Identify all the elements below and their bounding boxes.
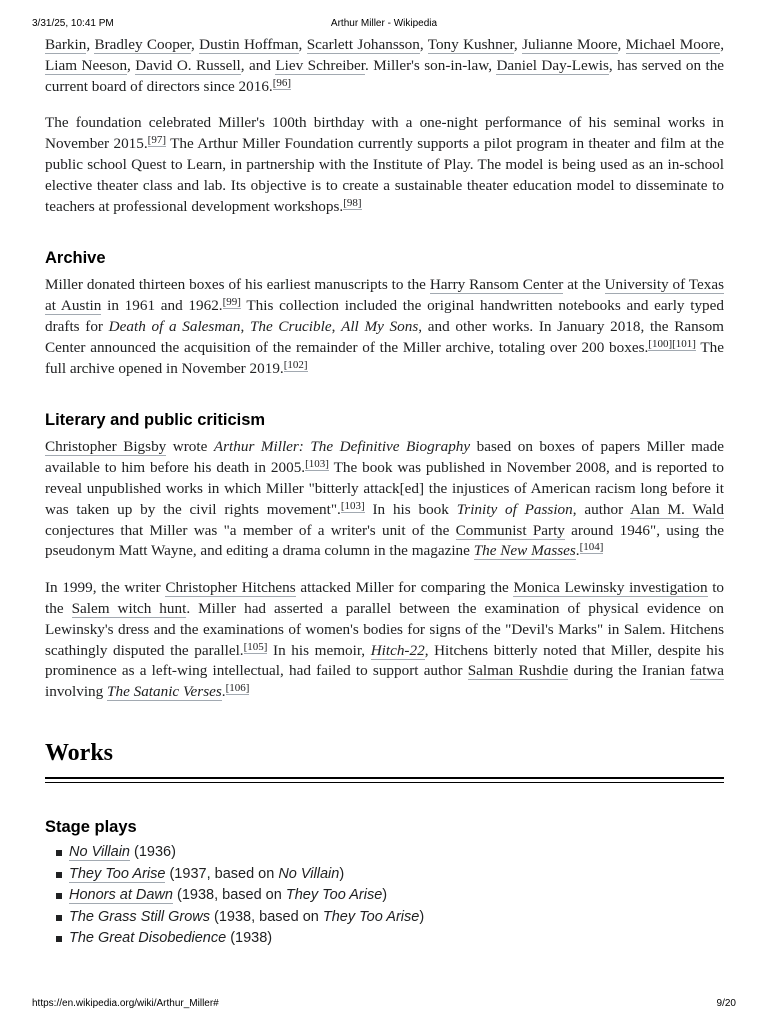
link-salem-witch-hunt[interactable]: Salem witch hunt: [71, 599, 187, 617]
play-title: They Too Arise: [69, 865, 166, 882]
article-content: [45, 35, 724, 950]
bullet-icon: [56, 936, 62, 942]
link-liam-neeson[interactable]: Liam Neeson: [45, 56, 128, 74]
text: , and: [240, 56, 276, 74]
link-communist-party[interactable]: Communist Party: [455, 521, 565, 539]
print-page-title: Arthur Miller - Wikipedia: [330, 18, 438, 29]
text: in 1961 and 1962.: [101, 297, 223, 315]
text: The full archive opened in November 2019.: [45, 338, 725, 377]
list-item: [45, 928, 724, 950]
link-bradley-cooper[interactable]: Bradley Cooper: [94, 36, 191, 53]
link-hitch-22[interactable]: [371, 642, 425, 660]
text: ): [339, 865, 345, 882]
text: In his memoir,: [267, 641, 371, 659]
criticism-heading: Literary and public criticism: [45, 411, 266, 430]
text: Miller donated thirteen boxes of his earliest manuscripts to the: [45, 276, 430, 294]
play-title: No Villain: [69, 843, 130, 860]
link-play-title[interactable]: [69, 866, 165, 883]
work-title: The Crucible: [249, 317, 332, 335]
text: (1938, based on: [210, 908, 323, 925]
text: attacked Miller for comparing the: [295, 579, 514, 597]
work-title: Hitch-22: [370, 641, 425, 659]
link-alan-m-wald[interactable]: Alan M. Wald: [630, 500, 724, 518]
based-on-title: No Villain: [278, 865, 340, 882]
list-item: [45, 864, 724, 886]
based-on-title: They Too Arise: [285, 887, 383, 904]
link-liev-schreiber[interactable]: Liev Schreiber: [275, 56, 365, 74]
work-title: All My Sons: [341, 317, 419, 335]
text: , and other works. In January 2018, the Ransom Center announced the acquisition of the remainder of the Miller archive, totaling over 200 boxes.: [45, 317, 724, 356]
work-title: The Satanic Verses: [107, 683, 222, 701]
text: .: [221, 683, 226, 701]
bullet-icon: [56, 893, 62, 899]
link-julianne-moore[interactable]: Julianne Moore: [522, 36, 618, 53]
stage-plays-list: [45, 842, 724, 950]
play-title: The Grass Still Grows: [69, 908, 210, 925]
work-title: Arthur Miller: The Definitive Biography: [213, 438, 471, 456]
link-university-of-texas[interactable]: University of Texas at Austin: [45, 276, 725, 315]
criticism-paragraph: [45, 437, 724, 562]
work-title: Death of a Salesman: [108, 317, 241, 335]
text: In his book: [364, 500, 457, 518]
text: around 1946", using the pseudonym Matt Wayne, and editing a drama column in the magazine: [45, 521, 725, 560]
text: to the: [45, 579, 725, 617]
citation-101[interactable]: [101]: [672, 337, 696, 350]
play-title: Honors at Dawn: [69, 887, 173, 904]
link-michael-moore[interactable]: Michael Moore: [625, 36, 721, 53]
based-on-title: They Too Arise: [322, 908, 420, 925]
print-page-number: 9/20: [716, 998, 736, 1009]
text: ,: [127, 56, 136, 74]
text: (1937, based on: [165, 865, 279, 882]
citation-105[interactable]: [105]: [243, 640, 268, 653]
link-barkin[interactable]: Barkin: [45, 36, 87, 53]
text: during the Iranian: [568, 662, 691, 680]
stage-plays-heading: Stage plays: [45, 817, 137, 836]
print-header: [32, 18, 736, 32]
archive-heading: Archive: [45, 249, 106, 268]
play-title: The Great Disobedience: [69, 930, 227, 947]
text: .: [575, 542, 580, 560]
list-item: [45, 885, 724, 907]
link-monica-lewinsky-investigation[interactable]: Monica Lewinsky investigation: [513, 579, 708, 597]
text: based on boxes of papers Miller made available to him before his death in 2005.: [45, 438, 724, 477]
citation-96[interactable]: [96]: [272, 76, 292, 89]
link-salman-rushdie[interactable]: Salman Rushdie: [467, 662, 569, 680]
link-the-new-masses[interactable]: [474, 542, 576, 560]
text: ,: [617, 36, 626, 53]
text: involving: [45, 683, 108, 701]
section-divider: [45, 777, 724, 779]
print-footer: [32, 998, 736, 1012]
bullet-icon: [56, 915, 62, 921]
text: (1938, based on: [172, 887, 286, 904]
link-scarlett-johansson[interactable]: Scarlett Johansson: [306, 36, 420, 53]
link-christopher-hitchens[interactable]: Christopher Hitchens: [165, 579, 296, 597]
text: This collection included the original handwritten notebooks and early typed drafts for: [45, 297, 724, 335]
citation-103[interactable]: [103]: [305, 458, 329, 471]
print-url: https://en.wikipedia.org/wiki/Arthur_Miller#: [32, 998, 219, 1009]
link-dustin-hoffman[interactable]: Dustin Hoffman: [199, 36, 299, 53]
text: ,: [191, 36, 200, 53]
archive-paragraph: [45, 275, 724, 379]
link-play-title[interactable]: [69, 887, 173, 904]
citation-104[interactable]: [104]: [579, 541, 604, 554]
text: . Miller's son-in-law,: [364, 56, 497, 74]
citation-103[interactable]: [103]: [340, 499, 365, 512]
text: The foundation celebrated Miller's 100th birthday with a one-night performance of his seminal works in November 2015.: [45, 114, 724, 153]
text: . Miller had asserted a parallel between the examination of physical evidence on Lewinsky's dress and the examinations of women's bodies for signs of the "Devil's Marks" in Salem. Hitchens scathingly disputed the parallel.: [45, 599, 724, 659]
text: , has served on the current board of directors since 2016.: [45, 56, 725, 95]
citation-106[interactable]: [106]: [225, 682, 250, 695]
text: ,: [240, 317, 250, 335]
text: ,: [720, 36, 725, 53]
link-fatwa[interactable]: fatwa: [690, 662, 724, 680]
bullet-icon: [56, 850, 62, 856]
link-tony-kushner[interactable]: Tony Kushner: [427, 36, 514, 53]
citation-98[interactable]: [98]: [343, 196, 362, 209]
works-heading: Works: [45, 739, 114, 766]
text: The book was published in November 2008, and is reported to reveal unpublished works in which Miller "bitterly attack[ed] the injustices of American racism long before it was taken up by the civil rights movement".: [45, 459, 725, 518]
text: ,: [513, 36, 523, 53]
hitchens-paragraph: [45, 578, 724, 703]
text: , Hitchens bitterly noted that Miller, despite his prominence as a left-wing intellectual, had failed to support author: [45, 641, 725, 680]
link-the-satanic-verses[interactable]: [107, 683, 222, 701]
bullet-icon: [56, 872, 62, 878]
text: (1936): [130, 843, 176, 860]
text: In 1999, the writer: [45, 579, 166, 597]
text: at the: [563, 276, 605, 294]
text: conjectures that Miller was "a member of a writer's unit of the: [45, 521, 456, 539]
list-item: [45, 907, 724, 929]
text: ,: [419, 36, 428, 53]
text: The Arthur Miller Foundation currently supports a pilot program in theater and film at the public school Quest to Learn, in partnership with the Institute of Play. The model is being used as an in-school elective theater class and lab. Its objective is to create a sustainable theater education model to disseminate to teachers at professional development workshops.: [45, 135, 724, 215]
link-daniel-day-lewis[interactable]: Daniel Day-Lewis: [496, 56, 609, 74]
text: , author: [572, 500, 631, 518]
foundation-program-paragraph: [45, 113, 724, 217]
citation-99[interactable]: [99]: [222, 296, 241, 309]
text: (1938): [226, 930, 273, 947]
work-title: Trinity of Passion: [456, 500, 573, 518]
print-datetime: 3/31/25, 10:41 PM: [32, 18, 114, 29]
text: ,: [298, 36, 307, 53]
text: ,: [86, 36, 95, 53]
foundation-board-paragraph: [45, 35, 724, 97]
list-item: [45, 842, 724, 864]
text: ,: [331, 317, 342, 335]
citation-97[interactable]: [97]: [147, 134, 166, 147]
link-harry-ransom-center[interactable]: Harry Ransom Center: [429, 276, 564, 294]
citation-100[interactable]: [100]: [648, 337, 673, 350]
work-title: The New Masses: [473, 542, 576, 560]
text: ): [419, 908, 425, 925]
citation-102[interactable]: [102]: [283, 358, 308, 371]
link-play-title[interactable]: [69, 844, 130, 861]
link-david-o-russell[interactable]: David O. Russell: [135, 56, 241, 74]
text: wrote: [166, 438, 214, 456]
text: ): [382, 887, 388, 904]
link-christopher-bigsby[interactable]: Christopher Bigsby: [45, 438, 167, 456]
section-divider: [45, 782, 724, 783]
